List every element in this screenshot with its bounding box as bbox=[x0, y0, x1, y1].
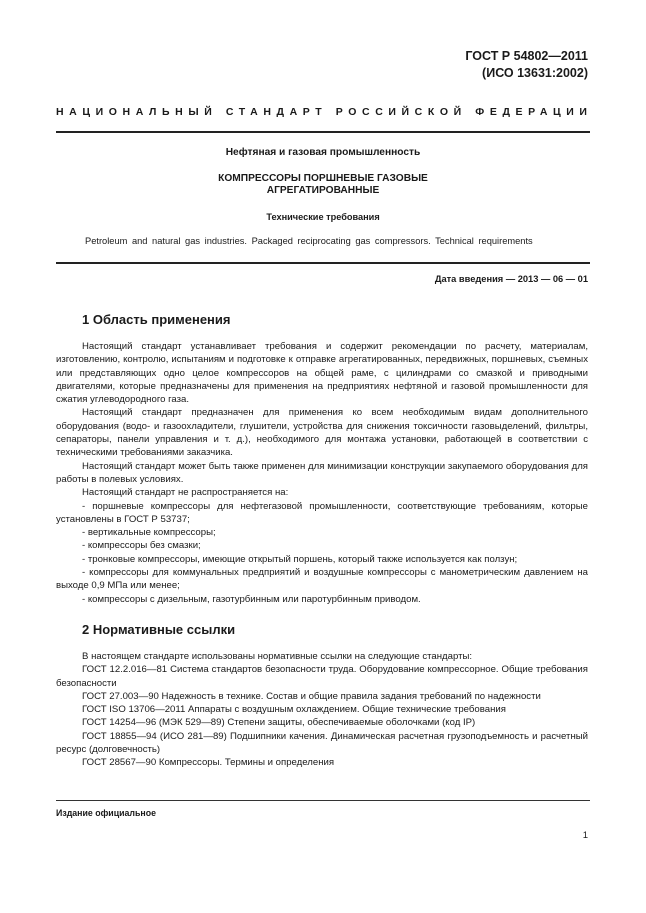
section-1-paragraph-4: Настоящий стандарт не распространяется на: bbox=[82, 487, 289, 499]
footer-divider bbox=[56, 800, 590, 801]
document-title bbox=[56, 173, 590, 197]
divider-middle bbox=[56, 262, 590, 264]
section-2-intro: В настоящем стандарте использованы нормативные ссылки на следующие стандарты: bbox=[82, 651, 473, 662]
divider-top bbox=[56, 131, 590, 133]
section-1-body bbox=[56, 340, 588, 606]
national-standard-banner: НАЦИОНАЛЬНЫЙ СТАНДАРТ РОССИЙСКОЙ ФЕДЕРАЦИИ bbox=[56, 106, 593, 118]
title-line-2: АГРЕГАТИРОВАННЫЕ bbox=[266, 185, 380, 196]
exclusion-item: - вертикальные компрессоры; bbox=[82, 527, 216, 539]
section-2-heading: 2 Нормативные ссылки bbox=[82, 622, 236, 637]
section-1-paragraph-2: Настоящий стандарт предназначен для применения ко всем необходимым видам дополнительного оборудования (водо- и газоохладители, глушители, устройства для снижения токсичности газовыделений, фильтры, сепараторы, панели управления и т. д.), необходимого для монтажа установки, работающей в соответствии с техническими требованиями заказчика. bbox=[56, 407, 588, 459]
exclusion-item: - компрессоры с дизельным, газотурбинным или паротурбинным приводом. bbox=[82, 593, 421, 605]
exclusion-item: - тронковые компрессоры, имеющие открытый поршень, который также используется как ползун; bbox=[82, 553, 518, 565]
effective-date: Дата введения — 2013 — 06 — 01 bbox=[434, 274, 588, 284]
english-title: Petroleum and natural gas industries. Packaged reciprocating gas compressors. Technical requirements bbox=[85, 236, 533, 246]
official-edition: Издание официальное bbox=[56, 808, 156, 818]
section-1-paragraph-3: Настоящий стандарт может быть также применен для минимизации конструкции закупаемого оборудования для работы в полевых условиях. bbox=[56, 460, 588, 485]
section-1-heading: 1 Область применения bbox=[82, 312, 231, 327]
section-2-body bbox=[56, 650, 588, 770]
reference-item: ГОСТ 27.003—90 Надежность в технике. Состав и общие правила задания требований по надежности bbox=[82, 690, 541, 702]
industry-line: Нефтяная и газовая промышленность bbox=[225, 147, 421, 158]
exclusion-item: - компрессоры для коммунальных предприятий и воздушные компрессоры с манометрическим давлением на выходе 0,9 МПа или менее; bbox=[56, 567, 588, 592]
page-number: 1 bbox=[582, 830, 588, 841]
reference-item: ГОСТ 28567—90 Компрессоры. Термины и определения bbox=[82, 757, 335, 769]
reference-item: ГОСТ ISO 13706—2011 Аппараты с воздушным охлаждением. Общие технические требования bbox=[82, 704, 506, 716]
document-designation bbox=[465, 48, 588, 82]
iso-number: (ИСО 13631:2002) bbox=[482, 66, 588, 80]
exclusion-item: - компрессоры без смазки; bbox=[82, 540, 201, 552]
reference-item: ГОСТ 18855—94 (ИСО 281—89) Подшипники качения. Динамическая расчетная грузоподъемность и расчетный ресурс (долговечность) bbox=[56, 730, 588, 756]
reference-item: ГОСТ 14254—96 (МЭК 529—89) Степени защиты, обеспечиваемые оболочками (код IP) bbox=[82, 717, 476, 729]
doc-number: ГОСТ Р 54802—2011 bbox=[465, 49, 588, 63]
title-line-1: КОМПРЕССОРЫ ПОРШНЕВЫЕ ГАЗОВЫЕ bbox=[218, 173, 428, 184]
exclusion-item: - поршневые компрессоры для нефтегазовой промышленности, соответствующие требованиям, которые установлены в ГОСТ Р 53737; bbox=[56, 500, 588, 525]
document-subtitle: Технические требования bbox=[266, 212, 380, 222]
section-1-paragraph-1: Настоящий стандарт устанавливает требования и содержит рекомендации по расчету, материалам, изготовлению, контролю, испытаниям и подготовке к отправке агрегатированных, передвижных, поршневых, съемных или представляющих одно целое компрессоров на общей раме, с цилиндрами со смазкой и приводными двигателями, которые предназначены для применения на предприятиях нефтяной и газовой промышленности для сжатия углеводородного газа. bbox=[56, 341, 588, 406]
reference-item: ГОСТ 12.2.016—81 Система стандартов безопасности труда. Оборудование компрессорное. Общие требования безопасности bbox=[56, 664, 588, 689]
